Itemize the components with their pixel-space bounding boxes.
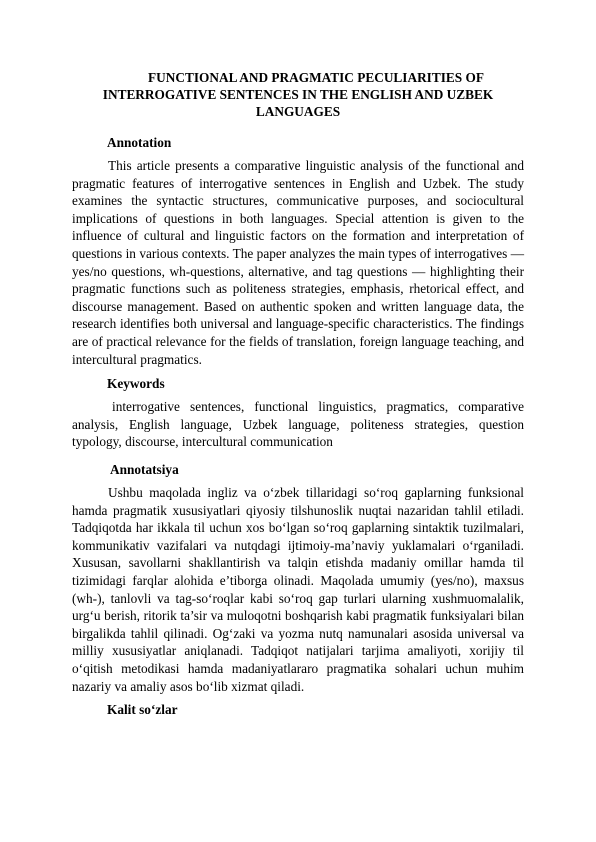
keywords-paragraph: interrogative sentences, functional linguistics, pragmatics, comparative analysis, English language, Uzbek language, politeness strategies, question typology, discourse, intercultural communication <box>72 399 524 450</box>
annotation-paragraph: This article presents a comparative linguistic analysis of the functional and pragmatic features of interrogative sentences in English and Uzbek. The study examines the syntactic structures, communicative purposes, and sociocultural implications of questions in both languages. Special attention is given to the influence of cultural and linguistic factors on the formation and interpretation of questions in various contexts. The paper analyzes the main types of interrogatives — yes/no questions, wh-questions, alternative, and tag questions — highlighting their pragmatic functions such as politeness strategies, emphasis, rhetorical effect, and discourse management. Based on authentic spoken and written language data, the research identifies both universal and language-specific characteristics. The findings are of practical relevance for the fields of translation, foreign language teaching, and intercultural pragmatics. <box>72 158 524 367</box>
article-title: FUNCTIONAL AND PRAGMATIC PECULIARITIES OF INTERROGATIVE SENTENCES IN THE ENGLISH AND UZBEK LANGUAGES <box>102 70 494 119</box>
keywords-heading: Keywords <box>107 376 165 391</box>
kalit-sozlar-heading: Kalit so‘zlar <box>107 702 178 717</box>
annotatsiya-paragraph: Ushbu maqolada ingliz va o‘zbek tillaridagi so‘roq gaplarning funksional hamda pragmatik xususiyatlari qiyosiy tilshunoslik nuqtai nazaridan tahlil etiladi. Tadqiqotda har ikkala til uchun xos bo‘lgan so‘roq gaplarning sintaktik tuzilmalari, kommunikativ vazifalari va nutqdagi ijtimoiy-ma’naviy yuklamalari o‘rganiladi. Xususan, savollarni shakllantirish va talqin etishda madaniy omillar hamda til tizimidagi farqlar alohida e’tiborga olinadi. Maqolada umumiy (yes/no), maxsus (wh-), tanlovli va tag-so‘roqlar kabi so‘roq gap turlari ularning xushmuomalalik, urg‘u berish, ritorik ta’sir va muloqotni boshqarish kabi pragmatik funksiyalari bilan birgalikda tahlil qilinadi. Og‘zaki va yozma nutq namunalari asosida universal va milliy xususiyatlar aniqlanadi. Tadqiqot natijalari tarjima amaliyoti, xorijiy til o‘qitish metodikasi hamda madaniyatlararo pragmatika sohalari uchun muhim nazariy va amaliy asos bo‘lib xizmat qiladi. <box>72 485 524 694</box>
annotation-heading: Annotation <box>107 135 172 150</box>
annotatsiya-heading: Annotatsiya <box>110 462 179 477</box>
